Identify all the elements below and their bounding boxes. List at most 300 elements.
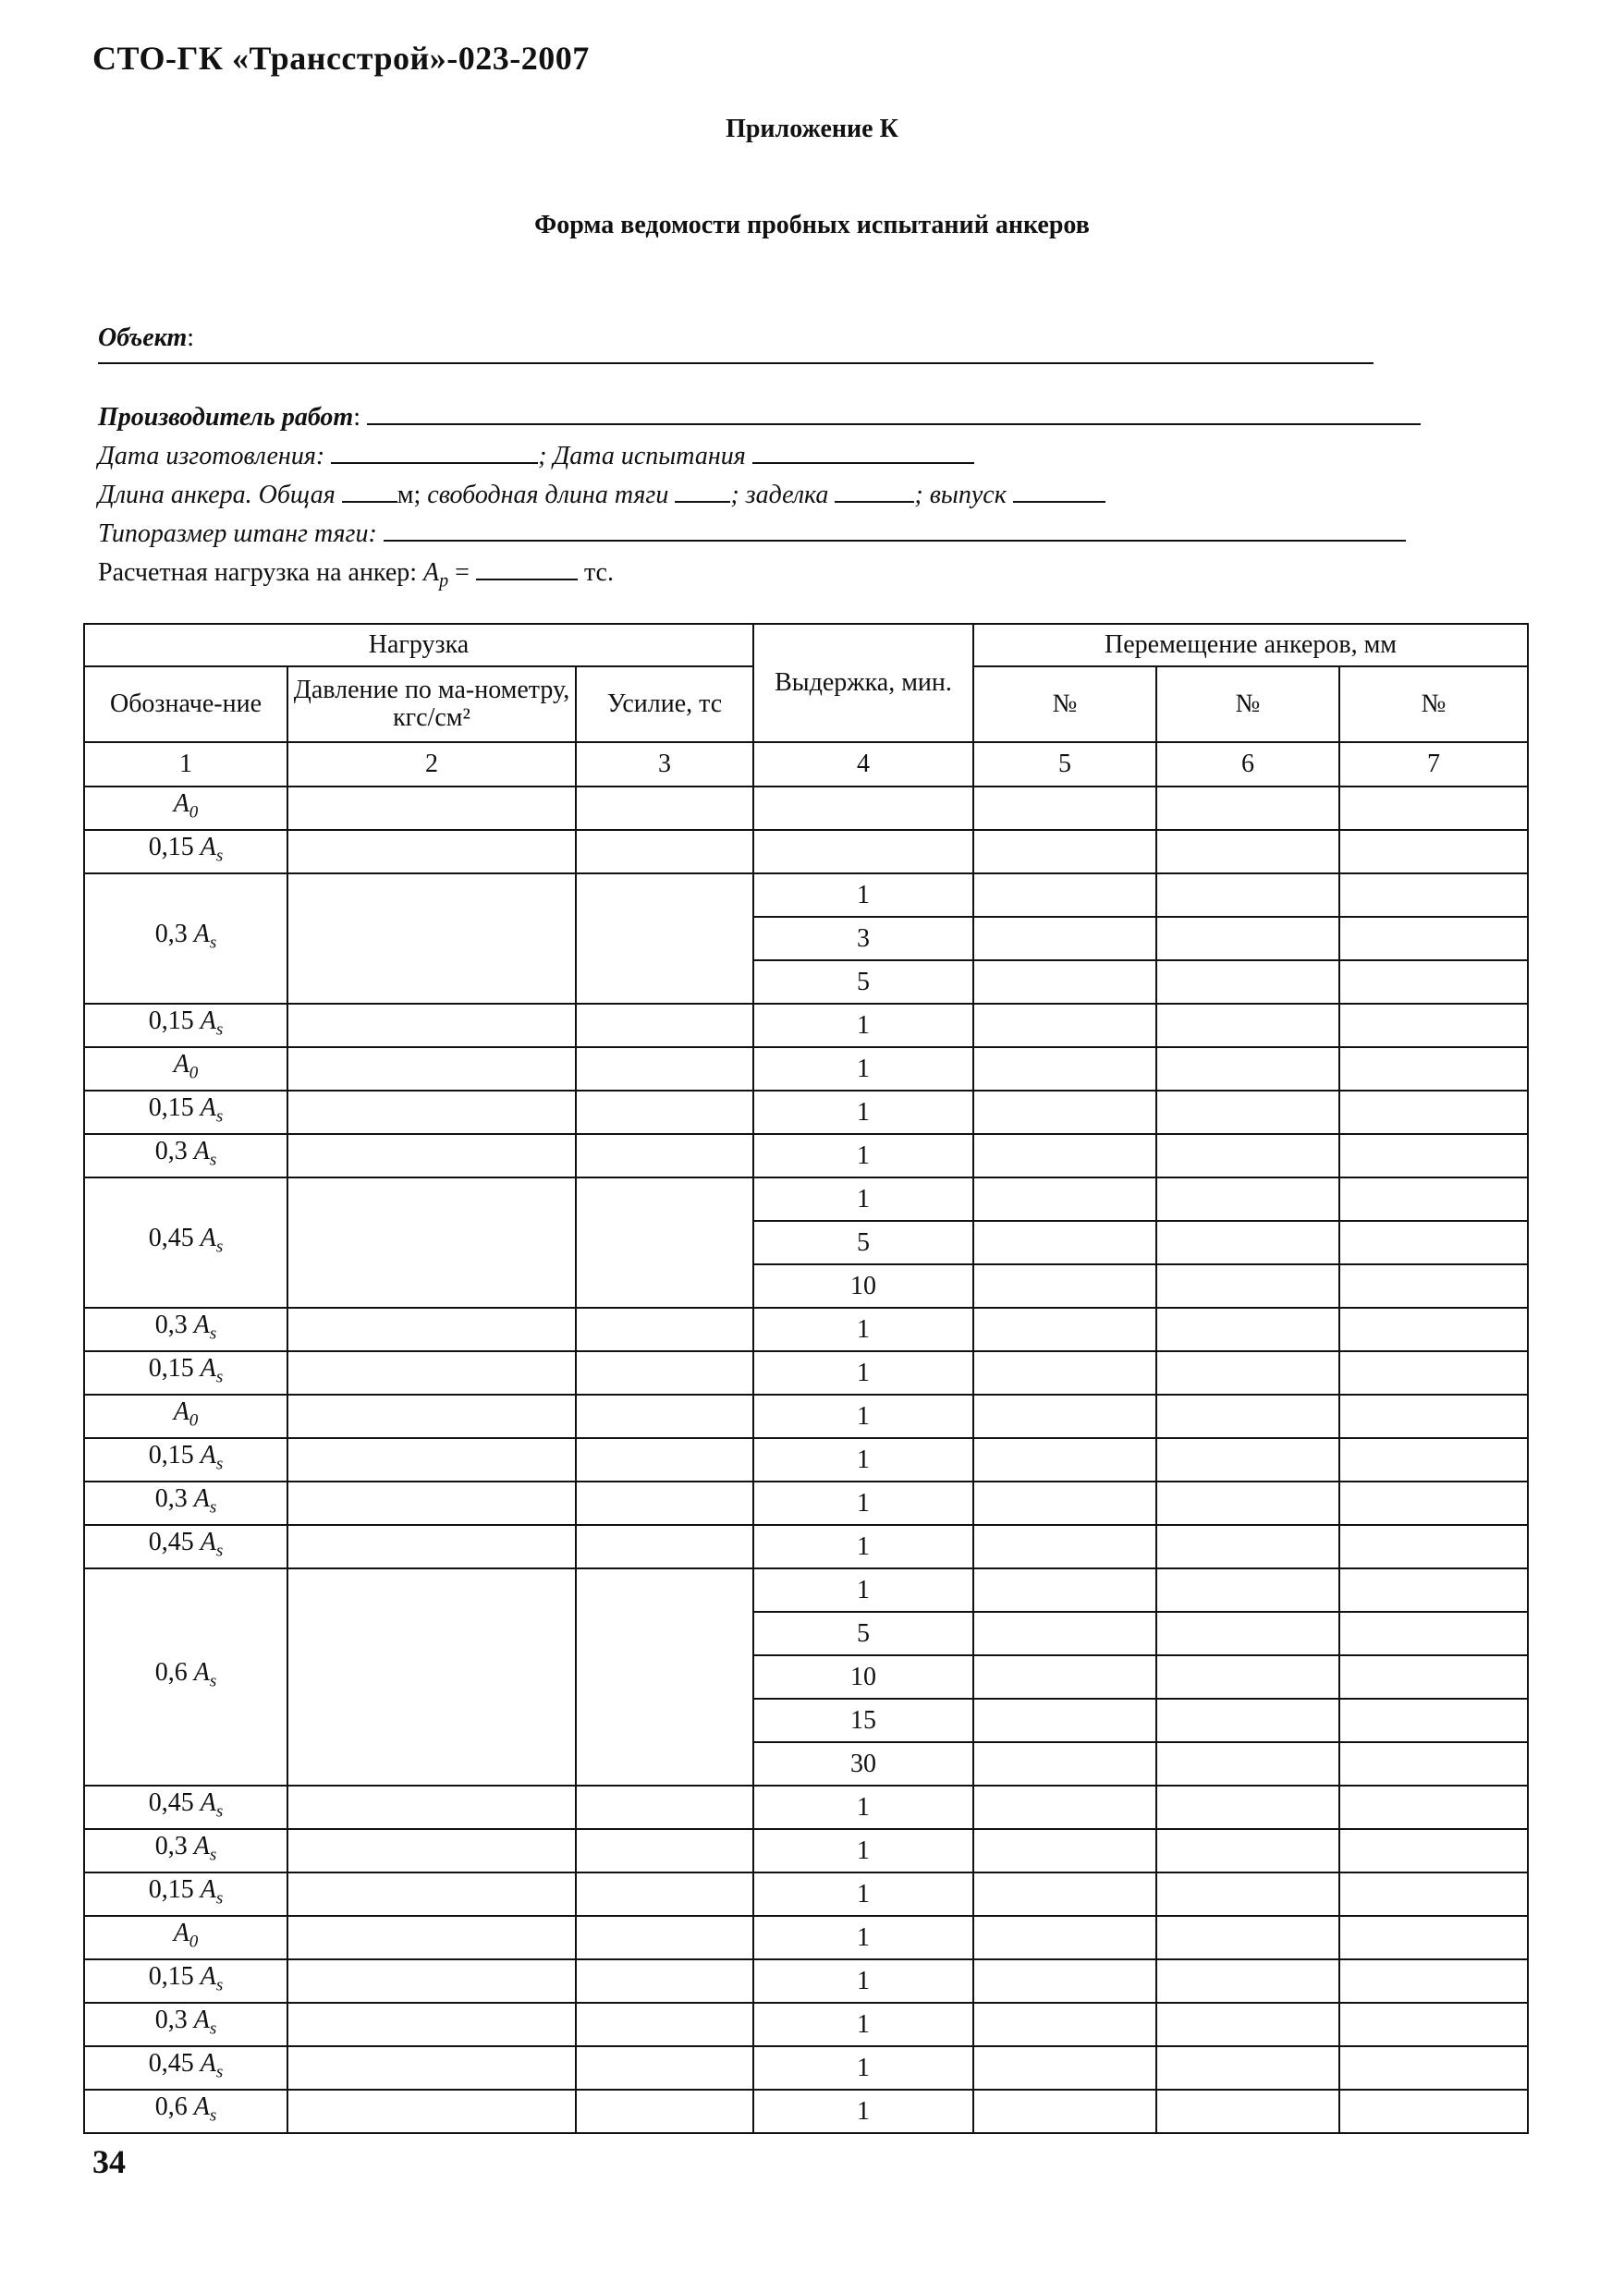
test-date-label: ; Дата испытания [538,442,746,470]
displacement-cell-1[interactable] [973,1438,1156,1482]
table-row [84,1004,1528,1047]
displacement-cell-1[interactable] [973,1872,1156,1916]
displacement-cell-1[interactable] [973,1829,1156,1872]
load-symbol: A [193,1831,210,1860]
pressure-cell[interactable] [287,1091,576,1134]
table-row [84,2003,1528,2046]
table-row [84,1829,1528,1872]
pressure-cell[interactable] [287,2046,576,2090]
displacement-cell-3[interactable] [1339,1916,1528,1959]
hold-time-cell: 1 [753,873,973,917]
hold-time-cell: 1 [753,2046,973,2090]
displacement-cell-2[interactable] [1156,1308,1339,1351]
contractor-colon: : [353,403,360,432]
hold-time-cell: 1 [753,1047,973,1091]
table-row [84,873,1528,917]
contractor-blank[interactable] [367,399,1421,425]
col-number-2: 2 [287,742,576,787]
contractor-field [98,399,1421,433]
displacement-cell-3[interactable] [1339,1221,1528,1264]
displacement-cell-2[interactable] [1156,1482,1339,1525]
displacement-cell-1[interactable] [973,1568,1156,1612]
displacement-cell-3[interactable] [1339,1047,1528,1091]
displacement-cell-2[interactable] [1156,1047,1339,1091]
hold-time-cell: 3 [753,917,973,960]
force-cell[interactable] [576,1047,753,1091]
load-coefficient: 0,15 [148,1874,201,1904]
load-coefficient: 0,3 [154,1831,194,1860]
pressure-cell[interactable] [287,1786,576,1829]
load-designation [84,1351,287,1395]
hold-time-cell: 1 [753,1004,973,1047]
displacement-cell-3[interactable] [1339,2046,1528,2090]
load-designation [84,1829,287,1872]
pressure-cell[interactable] [287,1568,576,1786]
force-cell[interactable] [576,830,753,873]
load-symbol-subscript: s [215,1541,224,1561]
hold-time-cell: 1 [753,1134,973,1177]
displacement-cell-1[interactable] [973,1177,1156,1221]
displacement-cell-1[interactable] [973,917,1156,960]
header-load-group: Нагрузка [84,624,753,666]
displacement-cell-2[interactable] [1156,1829,1339,1872]
displacement-cell-3[interactable] [1339,1525,1528,1568]
header-pressure: Давление по ма-нометру, кгс/см² [287,666,576,742]
force-cell[interactable] [576,1351,753,1395]
load-coefficient: 0,45 [148,1787,201,1817]
displacement-cell-1[interactable] [973,1742,1156,1786]
displacement-cell-3[interactable] [1339,1177,1528,1221]
load-symbol: A [200,1223,216,1252]
displacement-cell-3[interactable] [1339,960,1528,1004]
pressure-cell[interactable] [287,1829,576,1872]
load-symbol-subscript: s [215,1801,224,1822]
outlet-label: ; выпуск [914,481,1007,509]
load-coefficient: 0,3 [154,1136,194,1165]
pressure-cell[interactable] [287,1525,576,1568]
anchor-length-blank[interactable] [342,477,397,503]
displacement-cell-3[interactable] [1339,917,1528,960]
header-anchor-no-2: № [1156,666,1339,742]
load-designation [84,1134,287,1177]
force-cell[interactable] [576,873,753,1004]
load-symbol: A [200,1092,216,1122]
load-symbol-subscript: 0 [189,1410,199,1431]
test-date-blank[interactable] [752,438,974,464]
table-row [84,1047,1528,1091]
load-coefficient: 0,15 [148,1006,201,1035]
displacement-cell-1[interactable] [973,830,1156,873]
displacement-cell-1[interactable] [973,1655,1156,1699]
table-row [84,1134,1528,1177]
force-cell[interactable] [576,1525,753,1568]
force-cell[interactable] [576,1872,753,1916]
displacement-cell-3[interactable] [1339,1612,1528,1655]
force-cell[interactable] [576,2046,753,2090]
load-symbol: A [200,2048,216,2078]
load-designation [84,1872,287,1916]
displacement-cell-1[interactable] [973,960,1156,1004]
hold-time-cell: 1 [753,1308,973,1351]
force-cell[interactable] [576,1004,753,1047]
hold-time-cell: 10 [753,1655,973,1699]
load-designation [84,1438,287,1482]
table-row [84,1568,1528,1612]
displacement-cell-3[interactable] [1339,1308,1528,1351]
load-coefficient: 0,45 [148,2048,201,2078]
force-cell[interactable] [576,1395,753,1438]
displacement-cell-3[interactable] [1339,1134,1528,1177]
displacement-cell-2[interactable] [1156,1264,1339,1308]
document-code: СТО-ГК «Трансстрой»-023-2007 [92,40,590,77]
displacement-cell-2[interactable] [1156,960,1339,1004]
load-symbol-subscript: s [209,2019,217,2039]
load-coefficient: 0,3 [154,919,194,948]
load-coefficient: 0,45 [148,1527,201,1556]
displacement-cell-1[interactable] [973,1308,1156,1351]
pressure-cell[interactable] [287,873,576,1004]
displacement-cell-2[interactable] [1156,1395,1339,1438]
displacement-cell-1[interactable] [973,2003,1156,2046]
load-symbol-subscript: s [215,1106,224,1127]
load-symbol-subscript: s [215,1237,224,1257]
displacement-cell-2[interactable] [1156,1916,1339,1959]
load-symbol: A [193,1136,210,1165]
displacement-cell-3[interactable] [1339,1699,1528,1742]
force-cell[interactable] [576,1568,753,1786]
load-symbol: A [200,1353,216,1383]
displacement-cell-1[interactable] [973,1612,1156,1655]
force-cell[interactable] [576,1786,753,1829]
load-symbol: A [200,1874,216,1904]
manufacture-date-label: Дата изготовления: [98,442,325,470]
header-designation: Обозначе-ние [84,666,287,742]
displacement-cell-1[interactable] [973,1482,1156,1525]
displacement-cell-3[interactable] [1339,1742,1528,1786]
load-symbol: A [193,919,210,948]
displacement-cell-3[interactable] [1339,1959,1528,2003]
load-symbol: A [200,1961,216,1991]
load-designation [84,2003,287,2046]
dates-field [98,438,974,471]
displacement-cell-3[interactable] [1339,1786,1528,1829]
displacement-cell-1[interactable] [973,1395,1156,1438]
hold-time-cell: 1 [753,1482,973,1525]
manufacture-date-blank[interactable] [331,438,538,464]
displacement-cell-2[interactable] [1156,1959,1339,2003]
displacement-cell-2[interactable] [1156,1091,1339,1134]
load-coefficient: 0,15 [148,1353,201,1383]
displacement-cell-1[interactable] [973,2090,1156,2133]
displacement-cell-3[interactable] [1339,873,1528,917]
load-symbol: A [193,2092,210,2121]
load-designation [84,1916,287,1959]
load-symbol-subscript: s [215,1367,224,1387]
displacement-cell-3[interactable] [1339,1395,1528,1438]
displacement-cell-2[interactable] [1156,1351,1339,1395]
displacement-cell-2[interactable] [1156,1568,1339,1612]
displacement-cell-1[interactable] [973,1699,1156,1742]
load-symbol: A [193,1310,210,1339]
displacement-cell-1[interactable] [973,787,1156,830]
pressure-cell[interactable] [287,1004,576,1047]
force-cell[interactable] [576,1482,753,1525]
rod-size-blank[interactable] [384,516,1406,542]
table-row [84,2046,1528,2090]
load-designation [84,873,287,1004]
load-designation [84,1786,287,1829]
load-symbol: A [173,788,189,818]
table-row [84,1525,1528,1568]
load-symbol-subscript: s [215,1888,224,1909]
displacement-cell-2[interactable] [1156,1525,1339,1568]
displacement-cell-3[interactable] [1339,1438,1528,1482]
force-cell[interactable] [576,1091,753,1134]
hold-time-cell: 1 [753,1829,973,1872]
load-designation [84,2046,287,2090]
displacement-cell-3[interactable] [1339,787,1528,830]
force-cell[interactable] [576,1916,753,1959]
load-symbol-subscript: s [209,1845,217,1865]
hold-time-cell: 1 [753,1872,973,1916]
header-anchor-no-3: № [1339,666,1528,742]
hold-time-cell: 15 [753,1699,973,1742]
load-coefficient: 0,6 [154,2092,194,2121]
displacement-cell-3[interactable] [1339,1091,1528,1134]
rod-size-label: Типоразмер штанг тяги: [98,519,377,548]
hold-time-cell: 10 [753,1264,973,1308]
load-symbol-subscript: s [215,2062,224,2082]
hold-time-cell: 1 [753,1525,973,1568]
table-body [84,624,1528,2133]
displacement-cell-3[interactable] [1339,1872,1528,1916]
displacement-cell-2[interactable] [1156,787,1339,830]
table-row [84,1786,1528,1829]
hold-time-cell [753,830,973,873]
displacement-cell-2[interactable] [1156,917,1339,960]
load-symbol: A [193,1657,210,1687]
pressure-cell[interactable] [287,2003,576,2046]
load-coefficient: 0,15 [148,832,201,861]
displacement-cell-2[interactable] [1156,2003,1339,2046]
design-load-symbol: A [423,558,440,587]
displacement-cell-2[interactable] [1156,1786,1339,1829]
displacement-cell-1[interactable] [973,1047,1156,1091]
displacement-cell-1[interactable] [973,1221,1156,1264]
force-cell[interactable] [576,787,753,830]
hold-time-cell: 1 [753,1395,973,1438]
load-coefficient: 0,6 [154,1657,194,1687]
displacement-cell-3[interactable] [1339,2003,1528,2046]
pressure-cell[interactable] [287,1308,576,1351]
displacement-cell-2[interactable] [1156,1177,1339,1221]
table-row [84,1438,1528,1482]
displacement-cell-2[interactable] [1156,1872,1339,1916]
load-symbol-subscript: s [215,1019,224,1040]
hold-time-cell: 1 [753,1959,973,2003]
table-row [84,1351,1528,1395]
hold-time-cell: 1 [753,1351,973,1395]
displacement-cell-3[interactable] [1339,1829,1528,1872]
embedment-label: ; заделка [730,481,829,509]
load-symbol-subscript: 0 [189,1932,199,1952]
load-designation [84,1177,287,1308]
displacement-cell-2[interactable] [1156,2046,1339,2090]
displacement-cell-1[interactable] [973,873,1156,917]
pressure-cell[interactable] [287,1351,576,1395]
displacement-cell-2[interactable] [1156,873,1339,917]
load-symbol-subscript: s [209,2105,217,2126]
design-load-blank[interactable] [476,555,578,580]
pressure-cell[interactable] [287,830,576,873]
load-designation [84,830,287,873]
load-symbol-subscript: s [209,1497,217,1518]
col-number-6: 6 [1156,742,1339,787]
header-hold: Выдержка, мин. [753,624,973,742]
col-number-4: 4 [753,742,973,787]
displacement-cell-3[interactable] [1339,1351,1528,1395]
displacement-cell-1[interactable] [973,1525,1156,1568]
displacement-cell-1[interactable] [973,1091,1156,1134]
anchor-length-field [98,477,1105,510]
displacement-cell-3[interactable] [1339,2090,1528,2133]
force-cell[interactable] [576,1134,753,1177]
col-number-7: 7 [1339,742,1528,787]
displacement-cell-1[interactable] [973,2046,1156,2090]
displacement-cell-2[interactable] [1156,1742,1339,1786]
load-coefficient: 0,15 [148,1961,201,1991]
displacement-cell-1[interactable] [973,1134,1156,1177]
pressure-cell[interactable] [287,1959,576,2003]
load-symbol: A [173,1049,189,1079]
hold-time-cell: 1 [753,2003,973,2046]
design-load-unit: тс. [583,558,614,587]
displacement-cell-3[interactable] [1339,1264,1528,1308]
displacement-cell-2[interactable] [1156,830,1339,873]
displacement-cell-2[interactable] [1156,2090,1339,2133]
hold-time-cell: 5 [753,1612,973,1655]
object-label: Объект [98,323,188,352]
force-cell[interactable] [576,1829,753,1872]
load-designation [84,2090,287,2133]
displacement-cell-3[interactable] [1339,1655,1528,1699]
displacement-cell-1[interactable] [973,1264,1156,1308]
col-number-1: 1 [84,742,287,787]
pressure-cell[interactable] [287,1395,576,1438]
load-symbol-subscript: 0 [189,802,199,823]
free-length-blank[interactable] [675,477,730,503]
pressure-cell[interactable] [287,1134,576,1177]
displacement-cell-2[interactable] [1156,1699,1339,1742]
col-number-5: 5 [973,742,1156,787]
displacement-cell-3[interactable] [1339,1004,1528,1047]
load-symbol-subscript: s [209,933,217,953]
load-coefficient: 0,3 [154,1483,194,1513]
object-line[interactable] [98,362,1374,364]
table-row [84,1916,1528,1959]
force-cell[interactable] [576,1308,753,1351]
header-anchor-no-1: № [973,666,1156,742]
table-row [84,830,1528,873]
appendix-title: Приложение К [726,115,898,143]
table-row [84,787,1528,830]
table-row [84,1308,1528,1351]
load-symbol-subscript: s [215,846,224,866]
hold-time-cell [753,787,973,830]
load-symbol: A [173,1918,189,1947]
pressure-cell[interactable] [287,1438,576,1482]
displacement-cell-1[interactable] [973,1351,1156,1395]
force-cell[interactable] [576,1959,753,2003]
pressure-cell[interactable] [287,1177,576,1308]
displacement-cell-2[interactable] [1156,1655,1339,1699]
load-symbol: A [200,1787,216,1817]
table-row [84,1091,1528,1134]
pressure-cell[interactable] [287,787,576,830]
table-row [84,1177,1528,1221]
displacement-cell-1[interactable] [973,1004,1156,1047]
load-designation [84,1568,287,1786]
embedment-blank[interactable] [835,477,914,503]
load-designation [84,1482,287,1525]
hold-time-cell: 1 [753,1786,973,1829]
free-length-label: свободная длина тяги [427,481,669,509]
hold-time-cell: 1 [753,1916,973,1959]
design-load-equals: = [455,558,470,587]
hold-time-cell: 30 [753,1742,973,1786]
displacement-cell-2[interactable] [1156,1612,1339,1655]
displacement-cell-3[interactable] [1339,1482,1528,1525]
displacement-cell-3[interactable] [1339,830,1528,873]
displacement-cell-2[interactable] [1156,1221,1339,1264]
pressure-cell[interactable] [287,1916,576,1959]
load-symbol-subscript: s [209,1671,217,1691]
load-symbol: A [200,1006,216,1035]
displacement-cell-2[interactable] [1156,1134,1339,1177]
pressure-cell[interactable] [287,1872,576,1916]
load-coefficient: 0,15 [148,1092,201,1122]
force-cell[interactable] [576,1177,753,1308]
load-designation [84,787,287,830]
force-cell[interactable] [576,2003,753,2046]
hold-time-cell: 1 [753,1438,973,1482]
rod-size-field [98,516,1406,549]
displacement-cell-1[interactable] [973,1959,1156,2003]
outlet-blank[interactable] [1013,477,1105,503]
displacement-cell-1[interactable] [973,1916,1156,1959]
load-symbol: A [200,832,216,861]
pressure-cell[interactable] [287,2090,576,2133]
displacement-cell-2[interactable] [1156,1438,1339,1482]
pressure-cell[interactable] [287,1482,576,1525]
test-sheet-table [83,623,1529,2134]
displacement-cell-2[interactable] [1156,1004,1339,1047]
hold-time-cell: 1 [753,1091,973,1134]
header-force: Усилие, тс [576,666,753,742]
hold-time-cell: 5 [753,1221,973,1264]
force-cell[interactable] [576,1438,753,1482]
hold-time-cell: 1 [753,1568,973,1612]
table-row [84,1395,1528,1438]
load-designation [84,1004,287,1047]
table-row [84,1959,1528,2003]
displacement-cell-1[interactable] [973,1786,1156,1829]
force-cell[interactable] [576,2090,753,2133]
pressure-cell[interactable] [287,1047,576,1091]
load-symbol: A [193,2005,210,2034]
load-coefficient: 0,45 [148,1223,201,1252]
displacement-cell-3[interactable] [1339,1568,1528,1612]
